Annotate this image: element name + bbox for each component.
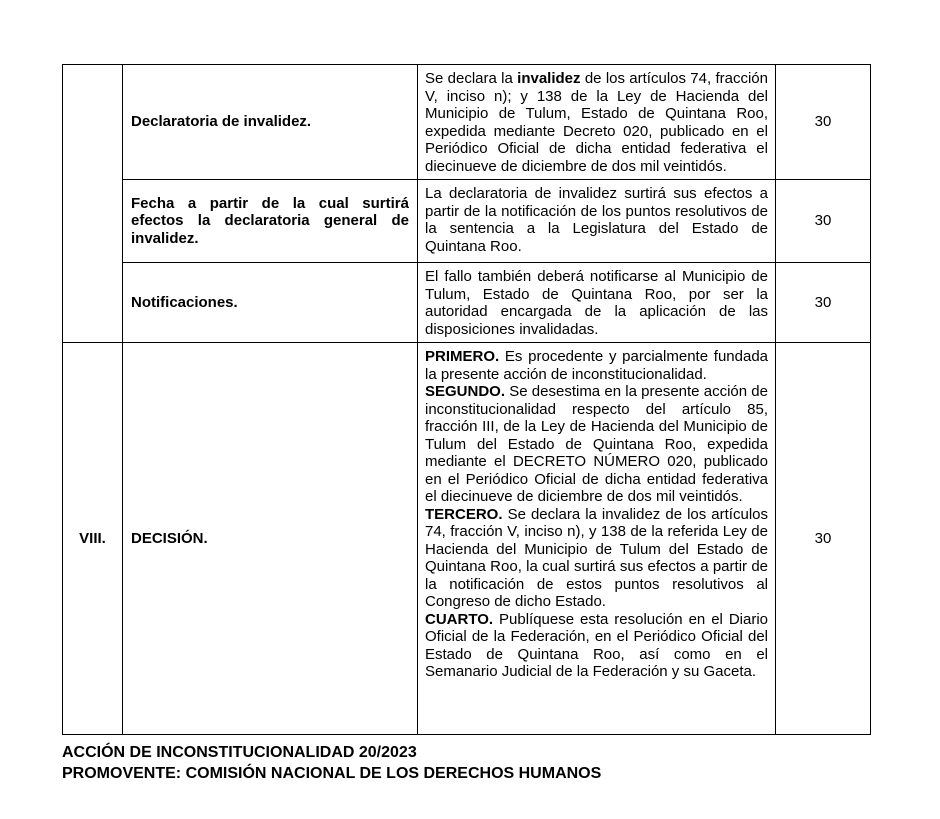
content-cell: El fallo también deberá notificarse al Municipio de Tulum, Estado de Quintana Roo, por ser la autoridad encargada de la aplicación de las disposiciones invalidadas. (418, 263, 776, 343)
resolution-summary-table (62, 64, 871, 735)
section-number-cell-empty (63, 65, 123, 343)
section-number-cell: VIII. (63, 343, 123, 735)
case-reference-line: ACCIÓN DE INCONSTITUCIONALIDAD 20/2023 (62, 744, 417, 761)
table-row-decision (63, 343, 871, 735)
resolution-text: Se declara la invalidez de los artículos 74, fracción V, inciso n), y 138 de la referida Ley de Hacienda del Municipio de Tulum del Estado de Quintana Roo, la cual surtirá sus efectos a partir de la notificación de estos puntos resolutivos al Congreso de dicho Estado. (425, 505, 768, 610)
resolution-text: Se desestima en la presente acción de inconstitucionalidad respecto del artículo 85, fracción III, de la Ley de Hacienda del Municipio de Tulum del Estado de Quintana Roo, expedida mediante el DECRETO NÚMERO 020, publicado en el Periódico Oficial de dicha entidad federativa el diecinueve de diciembre de dos mil veintidós. (425, 383, 768, 505)
table-row (63, 65, 871, 180)
resolution-label: PRIMERO. (425, 348, 500, 365)
page-number-cell: 30 (776, 343, 871, 735)
resolution-label: CUARTO. (425, 610, 494, 628)
content-cell-resolutions (418, 343, 776, 735)
page-number-cell: 30 (776, 263, 871, 343)
table-row (63, 180, 871, 263)
content-text-bold: invalidez (517, 70, 581, 87)
table-row (63, 263, 871, 343)
content-text: Se declara la (425, 70, 518, 87)
topic-cell: DECISIÓN. (123, 343, 418, 735)
content-cell: La declaratoria de invalidez surtirá sus efectos a partir de la notificación de los puntos resolutivos de la sentencia a la Legislatura del Estado de Quintana Roo. (418, 180, 776, 263)
content-text: de los artículos 74, fracción V, inciso n); y 138 de la Ley de Hacienda del Municipio de Tulum, Estado de Quintana Roo, expedida mediante Decreto 020, publicado en el Periódico Oficial de dicha entidad federativa el diecinueve de diciembre de dos mil veintidós. (425, 70, 768, 175)
promovente-line: PROMOVENTE: COMISIÓN NACIONAL DE LOS DERECHOS HUMANOS (62, 765, 602, 782)
topic-cell: Declaratoria de invalidez. (123, 65, 418, 180)
content-cell (418, 65, 776, 180)
resolution-segundo (425, 383, 768, 506)
page-number-cell: 30 (776, 65, 871, 180)
page-number-cell: 30 (776, 180, 871, 263)
resolution-text: Es procedente y parcialmente fundada la presente acción de inconstitucionalidad. (425, 348, 768, 383)
topic-cell: Notificaciones. (123, 263, 418, 343)
resolution-text: Publíquese esta resolución en el Diario Oficial de la Federación, en el Periódico Oficial del Estado de Quintana Roo, así como en el Semanario Judicial de la Federación y su Gaceta. (425, 610, 768, 680)
resolution-primero (425, 348, 768, 383)
resolution-tercero (425, 506, 768, 611)
resolution-cuarto (425, 611, 768, 681)
topic-cell: Fecha a partir de la cual surtirá efectos la declaratoria general de invalidez. (123, 180, 418, 263)
document-footer (62, 742, 601, 784)
resolution-label: TERCERO. (425, 505, 503, 523)
resolution-label: SEGUNDO. (425, 383, 506, 400)
